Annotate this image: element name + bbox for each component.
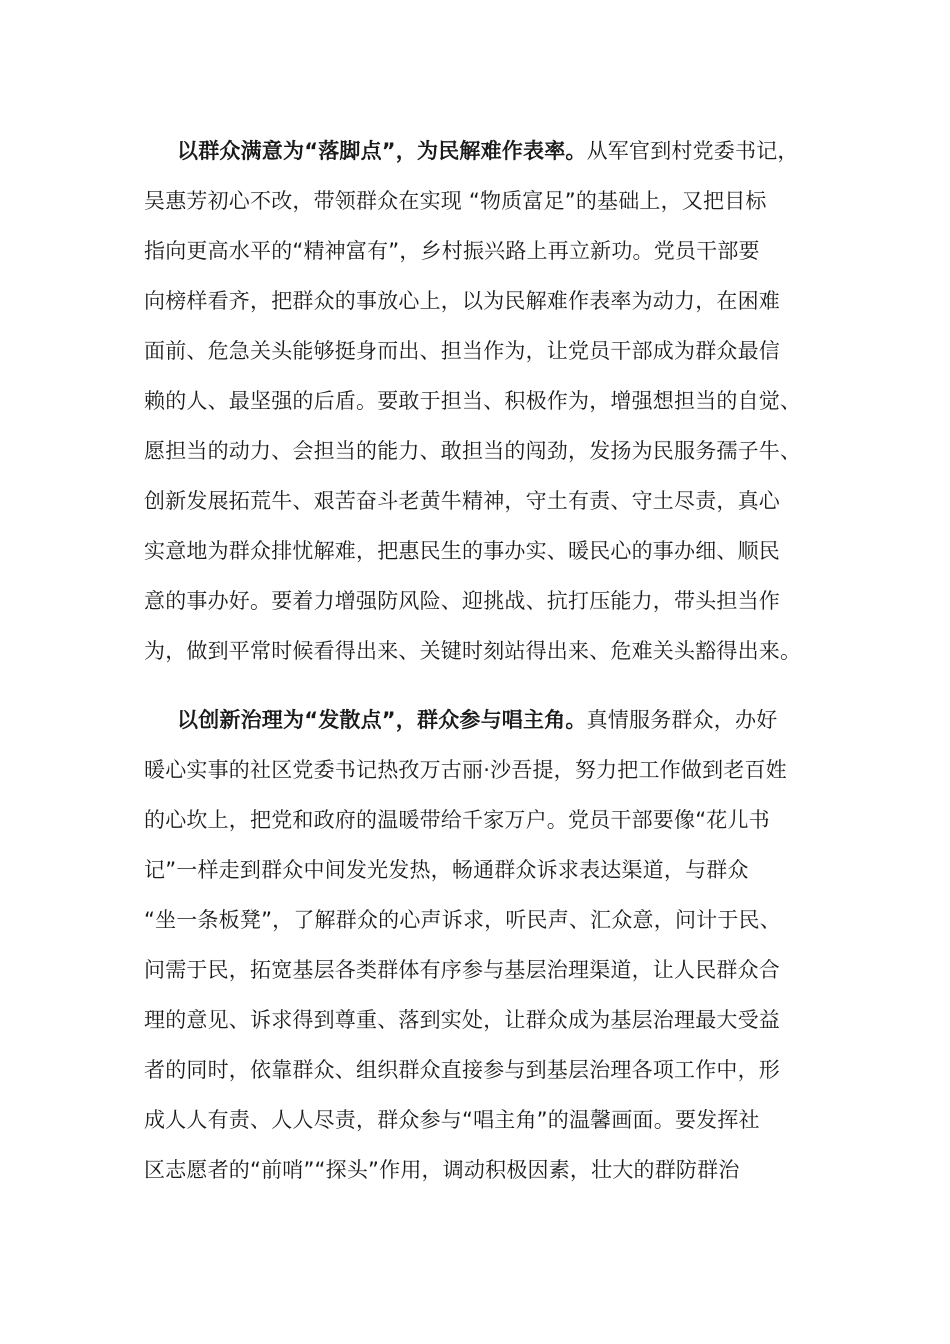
paragraph-line: 赖的人、最坚强的后盾。要敢于担当、积极作为，增强想担当的自觉、 — [144, 389, 802, 413]
paragraph-text: 从军官到村党委书记， — [586, 139, 799, 163]
paragraph-line: 为，做到平常时候看得出来、关键时刻站得出来、危难关头豁得出来。 — [144, 639, 802, 663]
paragraph-line: 记”一样走到群众中间发光发热，畅通群众诉求表达渠道，与群众 — [144, 858, 749, 882]
paragraph-line: 成人人有责、人人尽责，群众参与“唱主角”的温馨画面。要发挥社 — [144, 1108, 760, 1132]
paragraph-heading: 以群众满意为“落脚点”，为民解难作表率。 — [177, 139, 587, 163]
paragraph-line: 向榜样看齐，把群众的事放心上，以为民解难作表率为动力，在困难 — [144, 289, 780, 313]
paragraph-1 — [144, 126, 824, 676]
paragraph-line: 面前、危急关头能够挺身而出、担当作为，让党员干部成为群众最信 — [144, 339, 780, 363]
paragraph-line: 指向更高水平的“精神富有”，乡村振兴路上再立新功。党员干部要 — [144, 239, 760, 263]
paragraph-line — [144, 126, 824, 176]
paragraph-line: 区志愿者的“前哨”“探头”作用，调动积极因素，壮大的群防群治 — [144, 1158, 740, 1182]
paragraph-line: 暖心实事的社区党委书记热孜万古丽·沙吾提，努力把工作做到老百姓 — [144, 758, 787, 782]
paragraph-line: 者的同时，依靠群众、组织群众直接参与到基层治理各项工作中，形 — [144, 1058, 780, 1082]
paragraph-line: 的心坎上，把党和政府的温暖带给千家万户。党员干部要像“花儿书 — [144, 808, 770, 832]
paragraph-line: 吴惠芳初心不改，带领群众在实现 “物质富足”的基础上，又把目标 — [144, 189, 767, 213]
paragraph-line: 问需于民，拓宽基层各类群体有序参与基层治理渠道，让人民群众合 — [144, 958, 780, 982]
paragraph-line: 创新发展拓荒牛、艰苦奋斗老黄牛精神，守土有责、守土尽责，真心 — [144, 489, 780, 513]
paragraph-line: 理的意见、诉求得到尊重、落到实处，让群众成为基层治理最大受益 — [144, 1008, 780, 1032]
paragraph-line: 愿担当的动力、会担当的能力、敢担当的闯劲，发扬为民服务孺子牛、 — [144, 439, 802, 463]
paragraph-line: 实意地为群众排忧解难，把惠民生的事办实、暖民心的事办细、顺民 — [144, 539, 780, 563]
paragraph-text: 真情服务群众，办好 — [586, 708, 778, 732]
paragraph-line — [144, 695, 824, 745]
paragraph-2 — [144, 695, 824, 1195]
paragraph-line: “坐一条板凳”，了解群众的心声诉求，听民声、汇众意，问计于民、 — [144, 908, 781, 932]
paragraph-heading: 以创新治理为“发散点”，群众参与唱主角。 — [177, 708, 587, 732]
paragraph-line: 意的事办好。要着力增强防风险、迎挑战、抗打压能力，带头担当作 — [144, 589, 780, 613]
